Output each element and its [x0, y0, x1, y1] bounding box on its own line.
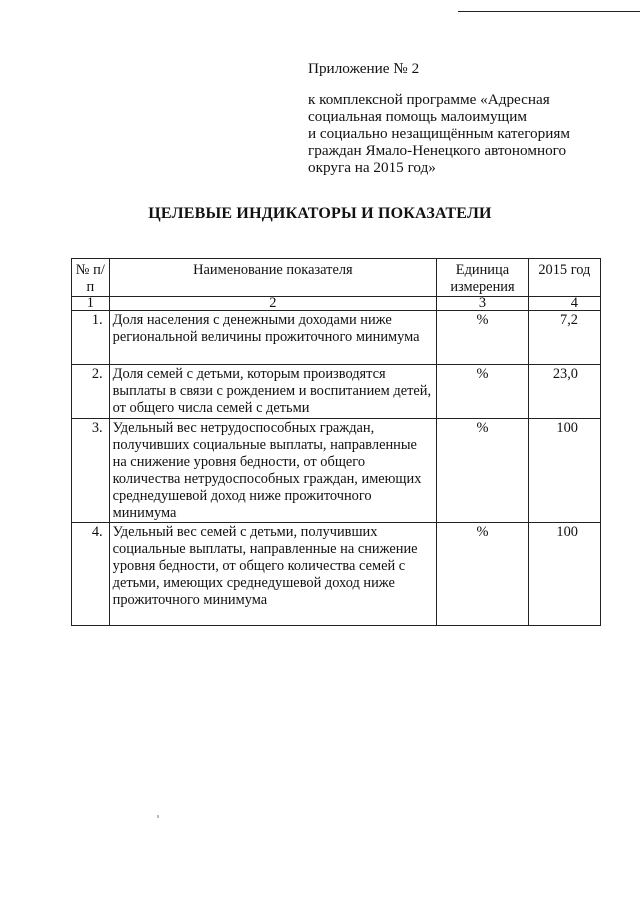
- row-number: 3.: [72, 419, 110, 523]
- appendix-line: социальная помощь малоимущим: [308, 108, 527, 125]
- scan-artifact: [157, 815, 159, 818]
- indicator-value: 100: [528, 419, 600, 523]
- column-number-row: [72, 297, 601, 311]
- header-year: 2015 год: [528, 259, 600, 297]
- table-row: [72, 365, 601, 419]
- appendix-line: граждан Ямало-Ненецкого автономного: [308, 142, 567, 159]
- col-number: 2: [109, 297, 437, 311]
- appendix-block: [308, 60, 608, 176]
- row-number: 4.: [72, 523, 110, 626]
- indicator-name: Удельный вес нетрудоспособных граждан, получивших социальные выплаты, направленные на снижение уровня бедности, от общего количества нетрудоспособных граждан, имеющих среднедушевой доход ниже прожиточного минимума: [109, 419, 437, 523]
- col-number: 3: [437, 297, 529, 311]
- table-row: [72, 419, 601, 523]
- header-name: Наименование показателя: [109, 259, 437, 297]
- indicator-name: Доля семей с детьми, которым производятся выплаты в связи с рождением и воспитанием детей, от общего числа семей с детьми: [109, 365, 437, 419]
- row-number: 2.: [72, 365, 110, 419]
- header-unit: Единица измерения: [437, 259, 529, 297]
- appendix-title: Приложение № 2: [308, 60, 420, 77]
- indicators-table: [71, 258, 601, 626]
- indicator-value: 7,2: [528, 311, 600, 365]
- col-number: 1: [72, 297, 110, 311]
- top-rule: [458, 11, 640, 12]
- indicator-value: 23,0: [528, 365, 600, 419]
- indicator-name: Удельный вес семей с детьми, получивших социальные выплаты, направленные на снижение уровня бедности, от общего количества семей с детьми, имеющих среднедушевой доход ниже прожиточного минимума: [109, 523, 437, 626]
- indicator-unit: %: [437, 311, 529, 365]
- document-title: ЦЕЛЕВЫЕ ИНДИКАТОРЫ И ПОКАЗАТЕЛИ: [148, 205, 492, 222]
- indicator-unit: %: [437, 523, 529, 626]
- indicator-name: Доля населения с денежными доходами ниже региональной величины прожиточного минимума: [109, 311, 437, 365]
- table-header-row: [72, 259, 601, 297]
- table-row: [72, 311, 601, 365]
- indicator-value: 100: [528, 523, 600, 626]
- col-number: 4: [528, 297, 600, 311]
- appendix-line: округа на 2015 год»: [308, 159, 436, 176]
- indicator-unit: %: [437, 365, 529, 419]
- indicator-unit: %: [437, 419, 529, 523]
- header-num: № п/п: [72, 259, 110, 297]
- row-number: 1.: [72, 311, 110, 365]
- table-row: [72, 523, 601, 626]
- appendix-line: к комплексной программе «Адресная: [308, 91, 550, 108]
- appendix-line: и социально незащищённым категориям: [308, 125, 570, 142]
